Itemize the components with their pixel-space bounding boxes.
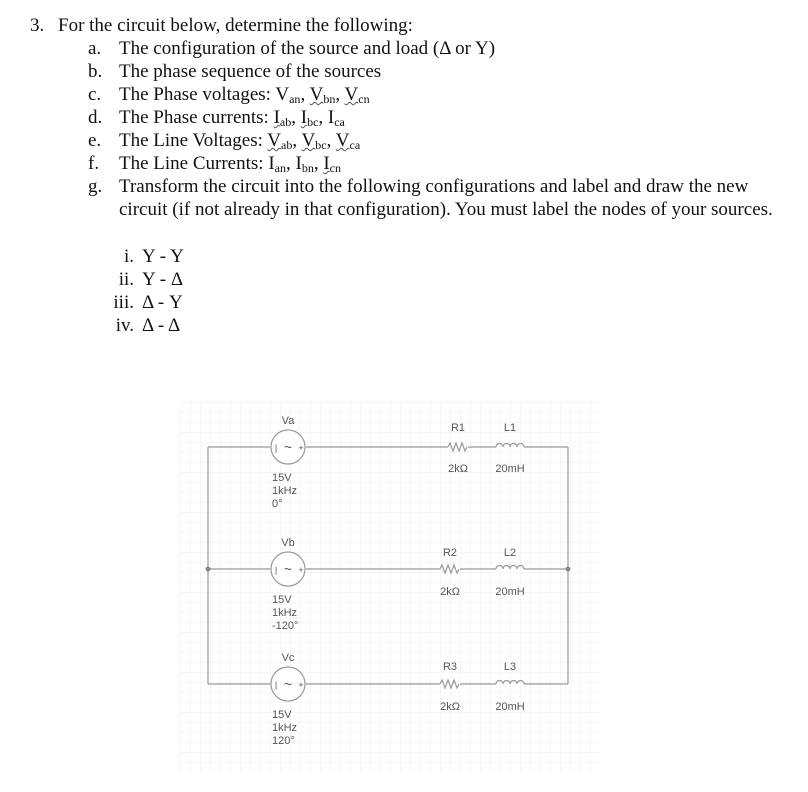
resistor-name: R1	[450, 422, 466, 434]
item-label: a.	[88, 38, 102, 59]
sub-items	[108, 245, 228, 337]
item-text: The phase sequence of the sources	[119, 61, 382, 82]
sub-list-item	[108, 291, 228, 314]
svg-text:~: ~	[283, 439, 293, 455]
list-item	[88, 152, 788, 175]
resistor-name: R2	[442, 547, 458, 559]
svg-text:|: |	[274, 565, 278, 575]
resistor-name: R3	[442, 661, 458, 673]
source-voltage: 15V	[272, 709, 292, 721]
source-phase: -120°	[272, 620, 299, 632]
list-item	[88, 60, 788, 83]
source-phase: 120°	[272, 735, 295, 747]
question-intro: For the circuit below, determine the following:	[58, 15, 413, 36]
inductor-value: 20mH	[495, 463, 525, 475]
svg-text:|: |	[274, 680, 278, 690]
inductor-name: L2	[503, 547, 517, 559]
list-item	[88, 129, 788, 152]
resistor-value: 2kΩ	[440, 586, 460, 598]
inductor-name: L1	[503, 422, 517, 434]
item-text: The Line Currents: $I_{an}$, $I_{bn}$, $I_{cn}$	[119, 153, 341, 175]
sub-item-text: Y - Δ	[142, 269, 184, 290]
question-number: 3.	[30, 15, 45, 36]
sub-list-item	[108, 314, 228, 337]
item-label: g.	[88, 176, 103, 197]
svg-text:~: ~	[283, 561, 293, 577]
source-frequency: 1kHz	[272, 722, 298, 734]
item-text: The configuration of the source and load (Δ or Y)	[119, 38, 496, 59]
source-name: Vc	[281, 652, 295, 664]
item-text: The Phase currents: $I_{ab}$, $I_{bc}$, $I_{ca}$	[119, 107, 345, 129]
inductor-name: L3	[503, 661, 517, 673]
resistor-value: 2kΩ	[440, 701, 460, 713]
source-frequency: 1kHz	[272, 485, 298, 497]
junction-dot	[206, 567, 211, 572]
item-label: d.	[88, 107, 103, 128]
svg-text:+: +	[298, 680, 304, 690]
item-text: The Line Voltages: $V_{ab}$, $V_{bc}$, $V_{ca}$	[119, 130, 361, 152]
item-text: The Phase voltages: $V_{an}$, $V_{bn}$, $V_{cn}$	[119, 84, 370, 106]
sub-item-label: iv.	[115, 315, 134, 336]
source-name: Va	[281, 415, 295, 427]
svg-text:|: |	[274, 443, 278, 453]
item-label: f.	[88, 153, 100, 174]
svg-text:+: +	[298, 565, 304, 575]
question-items	[88, 37, 788, 221]
source-voltage: 15V	[272, 594, 292, 606]
grid-background	[180, 402, 600, 772]
circuit-diagram	[180, 402, 600, 772]
svg-text:~: ~	[283, 676, 293, 692]
item-label: c.	[88, 84, 102, 105]
source-frequency: 1kHz	[272, 607, 298, 619]
inductor-value: 20mH	[495, 701, 525, 713]
item-label: e.	[88, 130, 102, 151]
list-item	[88, 106, 788, 129]
item-text: Transform the circuit into the following configurations and label and draw the new circuit (if not already in that configuration). You must label the nodes of your sources.	[119, 176, 773, 220]
sub-item-text: Δ - Y	[142, 292, 183, 313]
list-item	[88, 37, 788, 60]
source-phase: 0°	[272, 498, 283, 510]
item-label: b.	[88, 61, 103, 82]
sub-list-item	[108, 268, 228, 291]
sub-item-label: i.	[123, 246, 134, 267]
sub-list-item	[108, 245, 228, 268]
sub-item-label: iii.	[113, 292, 134, 313]
sub-item-text: Δ - Δ	[142, 315, 181, 336]
resistor-value: 2kΩ	[448, 463, 468, 475]
list-item	[88, 175, 788, 221]
inductor-value: 20mH	[495, 586, 525, 598]
source-name: Vb	[281, 537, 295, 549]
sub-item-text: Y - Y	[142, 246, 184, 267]
junction-dot	[566, 567, 571, 572]
source-voltage: 15V	[272, 472, 292, 484]
sub-item-label: ii.	[118, 269, 134, 290]
svg-text:+: +	[298, 443, 304, 453]
list-item	[88, 83, 788, 106]
